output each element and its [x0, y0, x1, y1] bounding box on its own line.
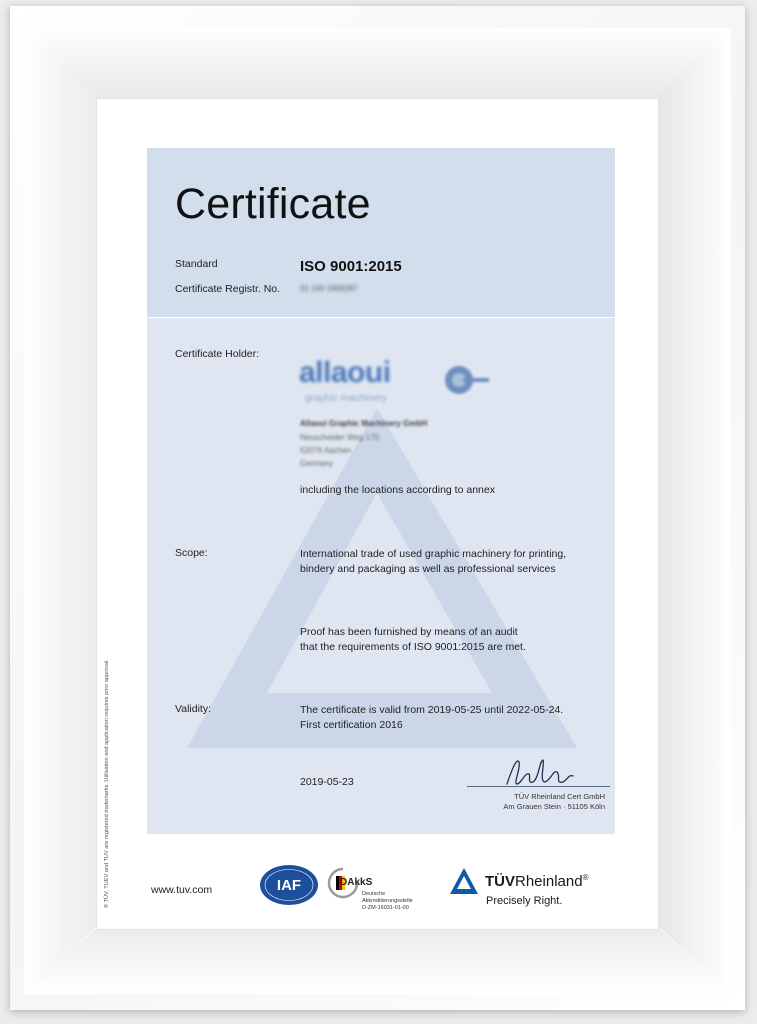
registration-number: 01 100 1600287 — [300, 284, 358, 293]
website-url: www.tuv.com — [151, 884, 213, 896]
proof-line-2: that the requirements of ISO 9001:2015 are met. — [300, 641, 526, 653]
standard-label: Standard — [175, 258, 218, 270]
tuv-brand-rest: Rheinland — [515, 873, 583, 890]
standard-value: ISO 9001:2015 — [300, 258, 402, 275]
iaf-label: IAF — [276, 877, 302, 894]
dakks-line-3: D-ZM-16031-01-00 — [362, 904, 409, 911]
frame-bevel-left — [24, 28, 96, 994]
frame-bevel-right — [659, 28, 731, 994]
signature — [499, 754, 579, 790]
frame-bevel-top — [24, 28, 731, 98]
holder-logo-wordmark: allaoui — [299, 356, 391, 389]
registration-label: Certificate Registr. No. — [175, 283, 281, 295]
holder-name: Allaoui Graphic Machinery GmbH — [300, 419, 428, 428]
holder-street: Neuscheider Weg 170 — [300, 433, 380, 442]
tuv-claim: Precisely Right. — [486, 895, 563, 907]
signature-line — [467, 786, 610, 787]
scope-line-2: bindery and packaging as well as professional services — [300, 563, 556, 575]
tuv-triangle-icon — [449, 867, 479, 895]
frame-bevel-bottom — [24, 930, 731, 994]
validity-line-2: First certification 2016 — [300, 719, 403, 731]
issuer-address: Am Grauen Stein · 51105 Köln — [503, 802, 605, 811]
issue-date: 2019-05-23 — [300, 776, 354, 788]
proof-line-1: Proof has been furnished by means of an audit — [300, 626, 518, 638]
holder-locations: including the locations according to annex — [300, 484, 495, 496]
tuv-brand-bold: TÜV — [485, 873, 515, 890]
tuv-brand — [485, 873, 588, 890]
holder-country: Germany — [300, 459, 333, 468]
holder-logo-icon — [439, 360, 491, 400]
certificate-paper — [96, 98, 659, 930]
holder-label: Certificate Holder: — [175, 348, 260, 360]
iaf-logo — [259, 864, 319, 906]
issuer-name: TÜV Rheinland Cert GmbH — [514, 792, 605, 801]
holder-logo — [299, 356, 499, 414]
dakks-line-2: Akkreditierungsstelle — [362, 897, 413, 904]
scope-label: Scope: — [175, 547, 208, 559]
scope-line-1: International trade of used graphic machinery for printing, — [300, 548, 567, 560]
certificate-panel — [147, 148, 615, 834]
holder-logo-tagline: graphic machinery — [305, 393, 387, 404]
certificate-title: Certificate — [175, 180, 371, 228]
tuv-registered-mark: ® — [582, 873, 589, 882]
validity-line-1: The certificate is valid from 2019-05-25 until 2022-05-24. — [300, 704, 564, 716]
holder-city: 52076 Aachen — [300, 446, 352, 455]
dakks-line-1: Deutsche — [362, 891, 386, 897]
validity-label: Validity: — [175, 703, 211, 715]
dakks-title: DAkkS — [340, 877, 373, 888]
trademark-note: ® TÜV, TUEV and TUV are registered trademarks. Utilisation and application requires prior approval. — [104, 659, 110, 908]
dakks-subtitle — [362, 891, 413, 912]
